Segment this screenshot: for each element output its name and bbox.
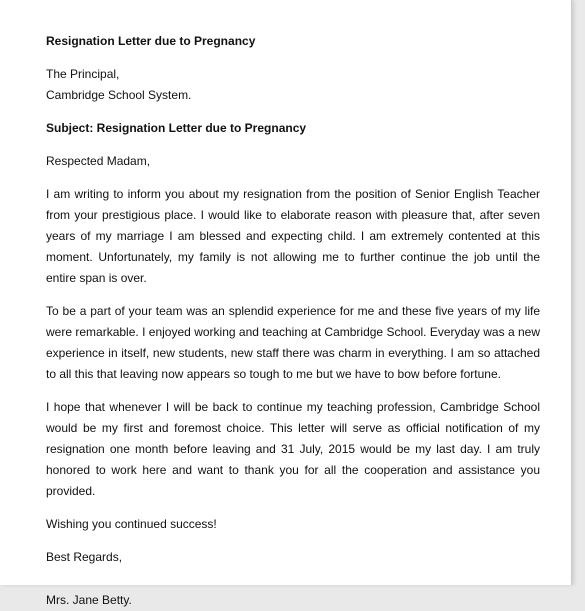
recipient-line-1: The Principal, bbox=[46, 67, 120, 81]
paragraph-2: To be a part of your team was an splendid experience for me and these five years of my life were remarkable. I enjoyed working and teaching at Cambridge School. Everyday was a new experience in itself, new students, new staff there was charm in everything. I am so attached to all this that leaving now appears so tough to me but we have to bow before fortune. bbox=[46, 304, 540, 381]
recipient-address bbox=[46, 64, 540, 106]
closing-wish: Wishing you continued success! bbox=[46, 517, 217, 531]
letter-title: Resignation Letter due to Pregnancy bbox=[46, 34, 256, 48]
regards: Best Regards, bbox=[46, 550, 123, 564]
subject-line: Subject: Resignation Letter due to Pregnancy bbox=[46, 121, 307, 135]
letter-body bbox=[46, 31, 540, 611]
salutation: Respected Madam, bbox=[46, 154, 151, 168]
recipient-line-2: Cambridge School System. bbox=[46, 88, 192, 102]
paragraph-1: I am writing to inform you about my resignation from the position of Senior English Teacher from your prestigious place. I would like to elaborate reason with pleasure that, after seven years of my marriage I am blessed and expecting child. I am extremely contented at this moment. Unfortunately, my family is not allowing me to further continue the job until the entire span is over. bbox=[46, 187, 540, 285]
signature: Mrs. Jane Betty. bbox=[46, 593, 132, 607]
paragraph-3: I hope that whenever I will be back to continue my teaching profession, Cambridge School would be my first and foremost choice. This letter will serve as official notification of my resignation one month before leaving and 31 July, 2015 would be my last day. I am truly honored to work here and want to thank you for all the cooperation and assistance you provided. bbox=[46, 400, 540, 498]
